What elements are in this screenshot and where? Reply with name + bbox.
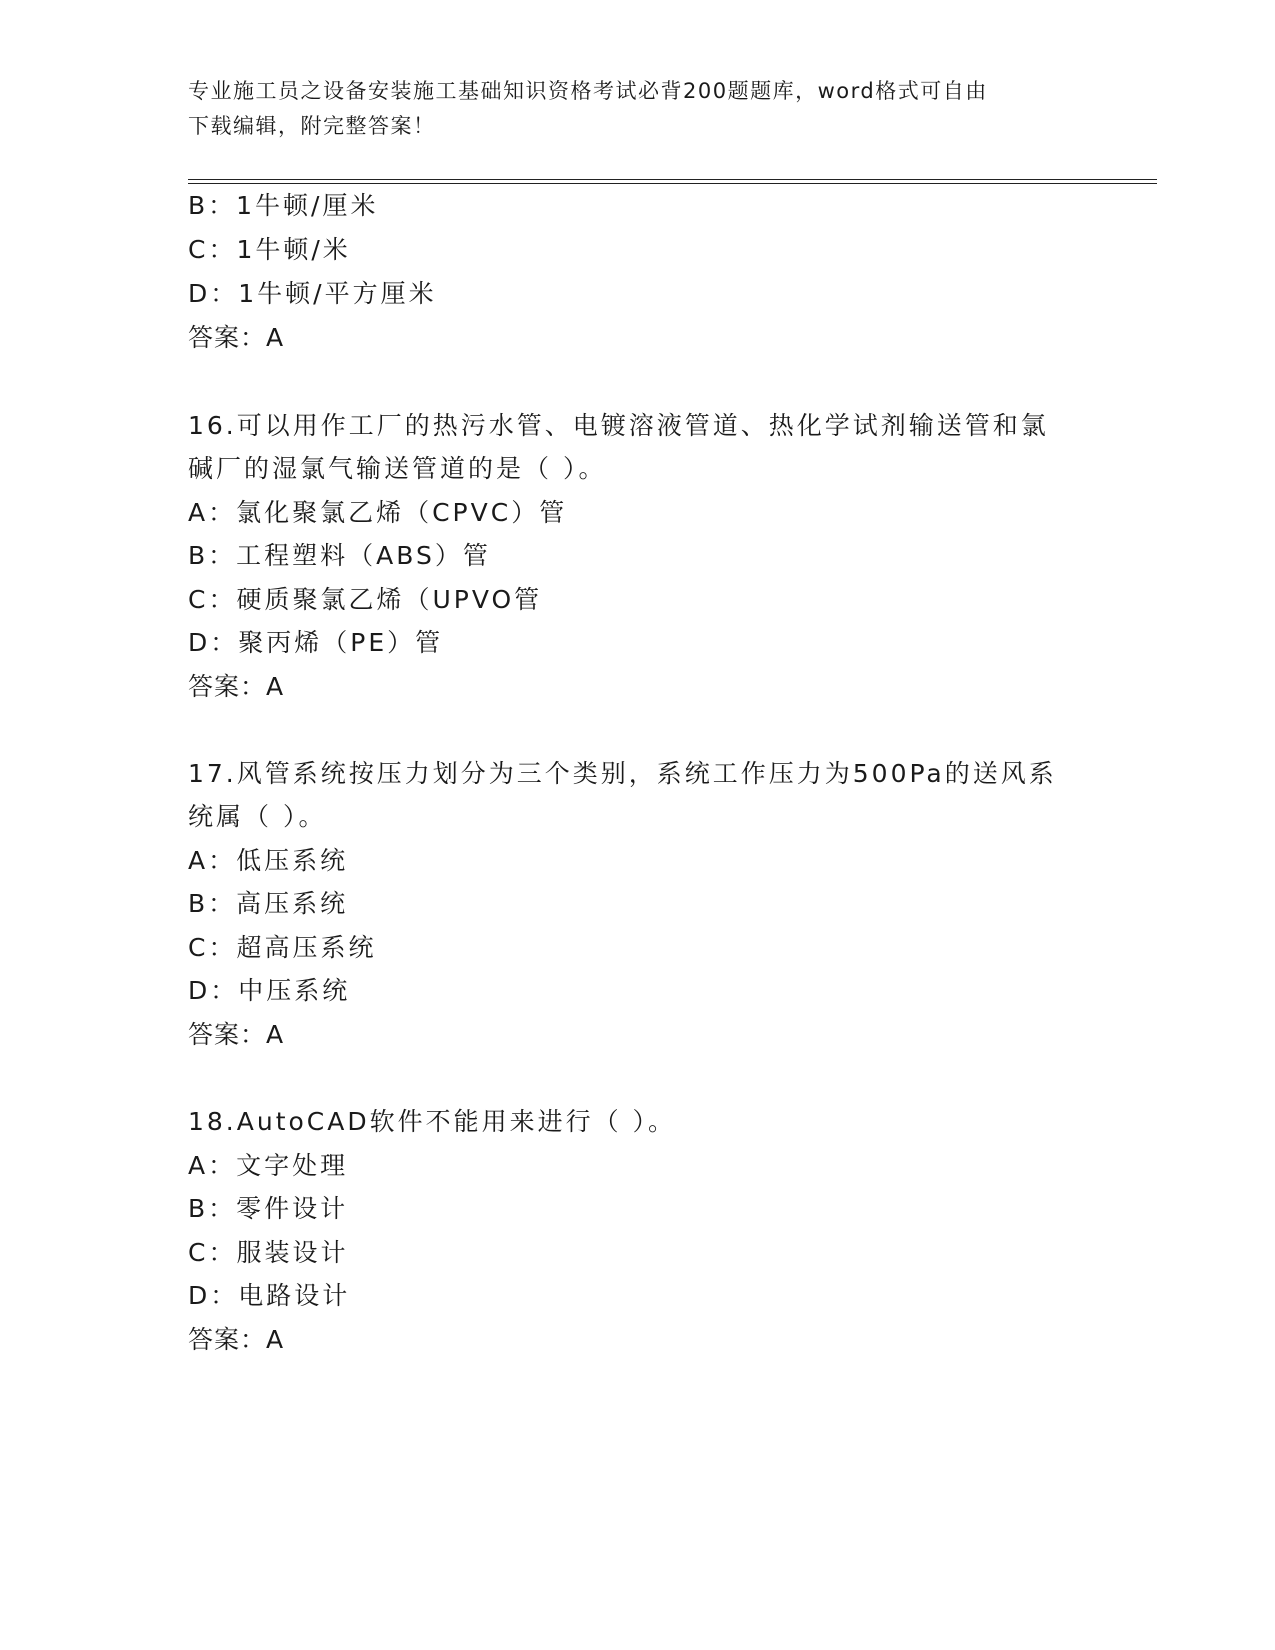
question-16-option-d: D：聚丙烯（PE）管 bbox=[188, 628, 444, 657]
question-17-option-c: C：超高压系统 bbox=[188, 933, 377, 962]
question-17-text-line-2: 统属（ ）。 bbox=[188, 802, 327, 831]
question-17-option-a: A：低压系统 bbox=[188, 846, 349, 875]
answer: 答案：A bbox=[188, 323, 285, 352]
option-c: C：1牛顿/米 bbox=[188, 235, 351, 264]
question-18-text-line-1: 18.AutoCAD软件不能用来进行（ ）。 bbox=[188, 1107, 677, 1136]
header-line-2: 下载编辑，附完整答案！ bbox=[188, 114, 436, 138]
page-header bbox=[188, 74, 1088, 144]
question-17-text-line-1: 17.风管系统按压力划分为三个类别，系统工作压力为500Pa的送风系 bbox=[188, 759, 1057, 788]
question-18-option-d: D：电路设计 bbox=[188, 1281, 351, 1310]
question-18-answer: 答案：A bbox=[188, 1325, 285, 1354]
question-17-answer: 答案：A bbox=[188, 1020, 285, 1049]
question-16-option-c: C：硬质聚氯乙烯（UPVO管 bbox=[188, 585, 543, 614]
header-divider bbox=[188, 179, 1157, 184]
question-17-option-b: B：高压系统 bbox=[188, 889, 349, 918]
option-d: D：1牛顿/平方厘米 bbox=[188, 279, 437, 308]
option-b: B：1牛顿/厘米 bbox=[188, 191, 379, 220]
question-16-text-line-1: 16.可以用作工厂的热污水管、电镀溶液管道、热化学试剂输送管和氯 bbox=[188, 411, 1049, 440]
question-16-option-b: B：工程塑料（ABS）管 bbox=[188, 541, 491, 570]
question-16-text-line-2: 碱厂的湿氯气输送管道的是（ ）。 bbox=[188, 454, 607, 483]
question-16-answer: 答案：A bbox=[188, 672, 285, 701]
question-17-option-d: D：中压系统 bbox=[188, 976, 351, 1005]
header-line-1: 专业施工员之设备安装施工基础知识资格考试必背200题题库，word格式可自由 bbox=[188, 79, 988, 103]
question-18-option-a: A：文字处理 bbox=[188, 1151, 349, 1180]
question-16-option-a: A：氯化聚氯乙烯（CPVC）管 bbox=[188, 498, 568, 527]
question-18-option-c: C：服装设计 bbox=[188, 1238, 349, 1267]
question-18-option-b: B：零件设计 bbox=[188, 1194, 349, 1223]
